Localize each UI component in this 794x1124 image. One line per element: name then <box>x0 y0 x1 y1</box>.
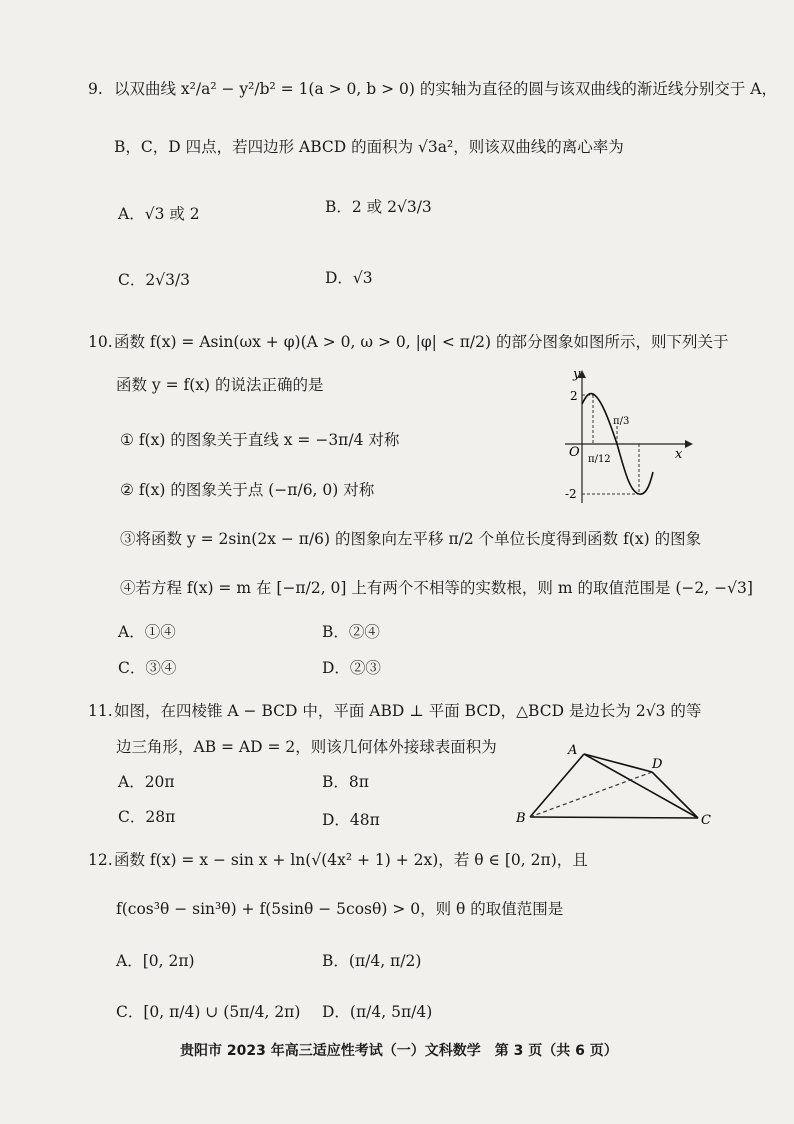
q11-option-b: B．8π <box>322 773 369 791</box>
q10-option-d: D．②③ <box>322 659 381 677</box>
q9-option-d: D．√3 <box>325 269 373 287</box>
edge-dc <box>652 772 698 818</box>
graph-y-label: y <box>573 367 581 382</box>
graph-tick-pi3: π/3 <box>613 416 630 427</box>
q10-statement-1: ① f(x) 的图象关于直线 x = −3π/4 对称 <box>120 431 400 449</box>
q12-option-d: D．(π/4, 5π/4) <box>322 1003 433 1021</box>
q11-line1: 11.如图，在四棱锥 A − BCD 中，平面 ABD ⊥ 平面 BCD，△BCD 是边长为 2√3 的等 <box>88 702 702 720</box>
q12-line2: f(cos³θ − sin³θ) + f(5sinθ − 5cosθ) > 0，则 θ 的取值范围是 <box>116 900 564 918</box>
q12-option-a: A．[0, 2π) <box>116 952 195 970</box>
q10-option-b: B．②④ <box>322 623 380 641</box>
q11-number: 11. <box>88 702 113 720</box>
vertex-c-label: C <box>701 813 711 828</box>
q10-statement-3: ③将函数 y = 2sin(2x − π/6) 的图象向左平移 π/2 个单位长度得到函数 f(x) 的图象 <box>120 530 702 548</box>
q9-line1: 9. 以双曲线 x²/a² − y²/b² = 1(a > 0, b > 0) 的实轴为直径的圆与该双曲线的渐近线分别交于 A， <box>88 80 777 98</box>
graph-ymin-label: -2 <box>565 487 577 501</box>
graph-origin-label: O <box>569 445 580 460</box>
vertex-b-label: B <box>516 811 526 826</box>
q9-option-a: A．√3 或 2 <box>118 205 200 223</box>
q12-line1: 12.函数 f(x) = x − sin x + ln(√(4x² + 1) + 2x)，若 θ ∈ [0, 2π)，且 <box>88 851 588 869</box>
vertex-a-label: A <box>568 743 578 758</box>
q10-statement-2: ② f(x) 的图象关于点 (−π/6, 0) 对称 <box>120 481 375 499</box>
q11-option-d: D．48π <box>322 811 380 829</box>
vertex-d-label: D <box>652 757 663 772</box>
q11-pyramid-figure <box>512 742 712 832</box>
q9-option-c: C．2√3/3 <box>118 271 191 289</box>
graph-tick-pi12: π/12 <box>588 454 611 465</box>
q9-number: 9. <box>88 80 103 98</box>
graph-x-label: x <box>675 447 683 462</box>
q11-option-c: C．28π <box>118 808 176 826</box>
q10-line2: 函数 y = f(x) 的说法正确的是 <box>116 376 324 394</box>
q11-option-a: A．20π <box>118 773 175 791</box>
q10-number: 10. <box>88 333 113 351</box>
q11-line2: 边三角形，AB = AD = 2，则该几何体外接球表面积为 <box>116 738 497 756</box>
q12-option-b: B．(π/4, π/2) <box>322 952 422 970</box>
q9-line2: B，C，D 四点，若四边形 ABCD 的面积为 √3a²，则该双曲线的离心率为 <box>114 138 624 156</box>
x-axis-arrow <box>685 440 693 448</box>
q10-function-graph <box>555 368 695 508</box>
q10-option-c: C．③④ <box>118 659 177 677</box>
q12-option-c: C．[0, π/4) ∪ (5π/4, 2π) <box>116 1003 301 1021</box>
edge-ad <box>584 754 652 772</box>
q10-option-a: A．①④ <box>118 623 176 641</box>
graph-ymax-label: 2 <box>570 389 578 403</box>
edge-bc <box>530 817 698 818</box>
page-footer: 贵阳市 2023 年高三适应性考试（一）文科数学 第 3 页（共 6 页） <box>180 1043 618 1059</box>
q10-line1: 10.函数 f(x) = Asin(ωx + φ)(A > 0, ω > 0, |φ| < π/2) 的部分图象如图所示，则下列关于 <box>88 333 729 351</box>
edge-ac <box>584 754 698 818</box>
q12-number: 12. <box>88 851 113 869</box>
q9-option-b: B．2 或 2√3/3 <box>325 198 432 216</box>
q10-statement-4: ④若方程 f(x) = m 在 [−π/2, 0] 上有两个不相等的实数根，则 m 的取值范围是 (−2, −√3] <box>120 579 753 597</box>
